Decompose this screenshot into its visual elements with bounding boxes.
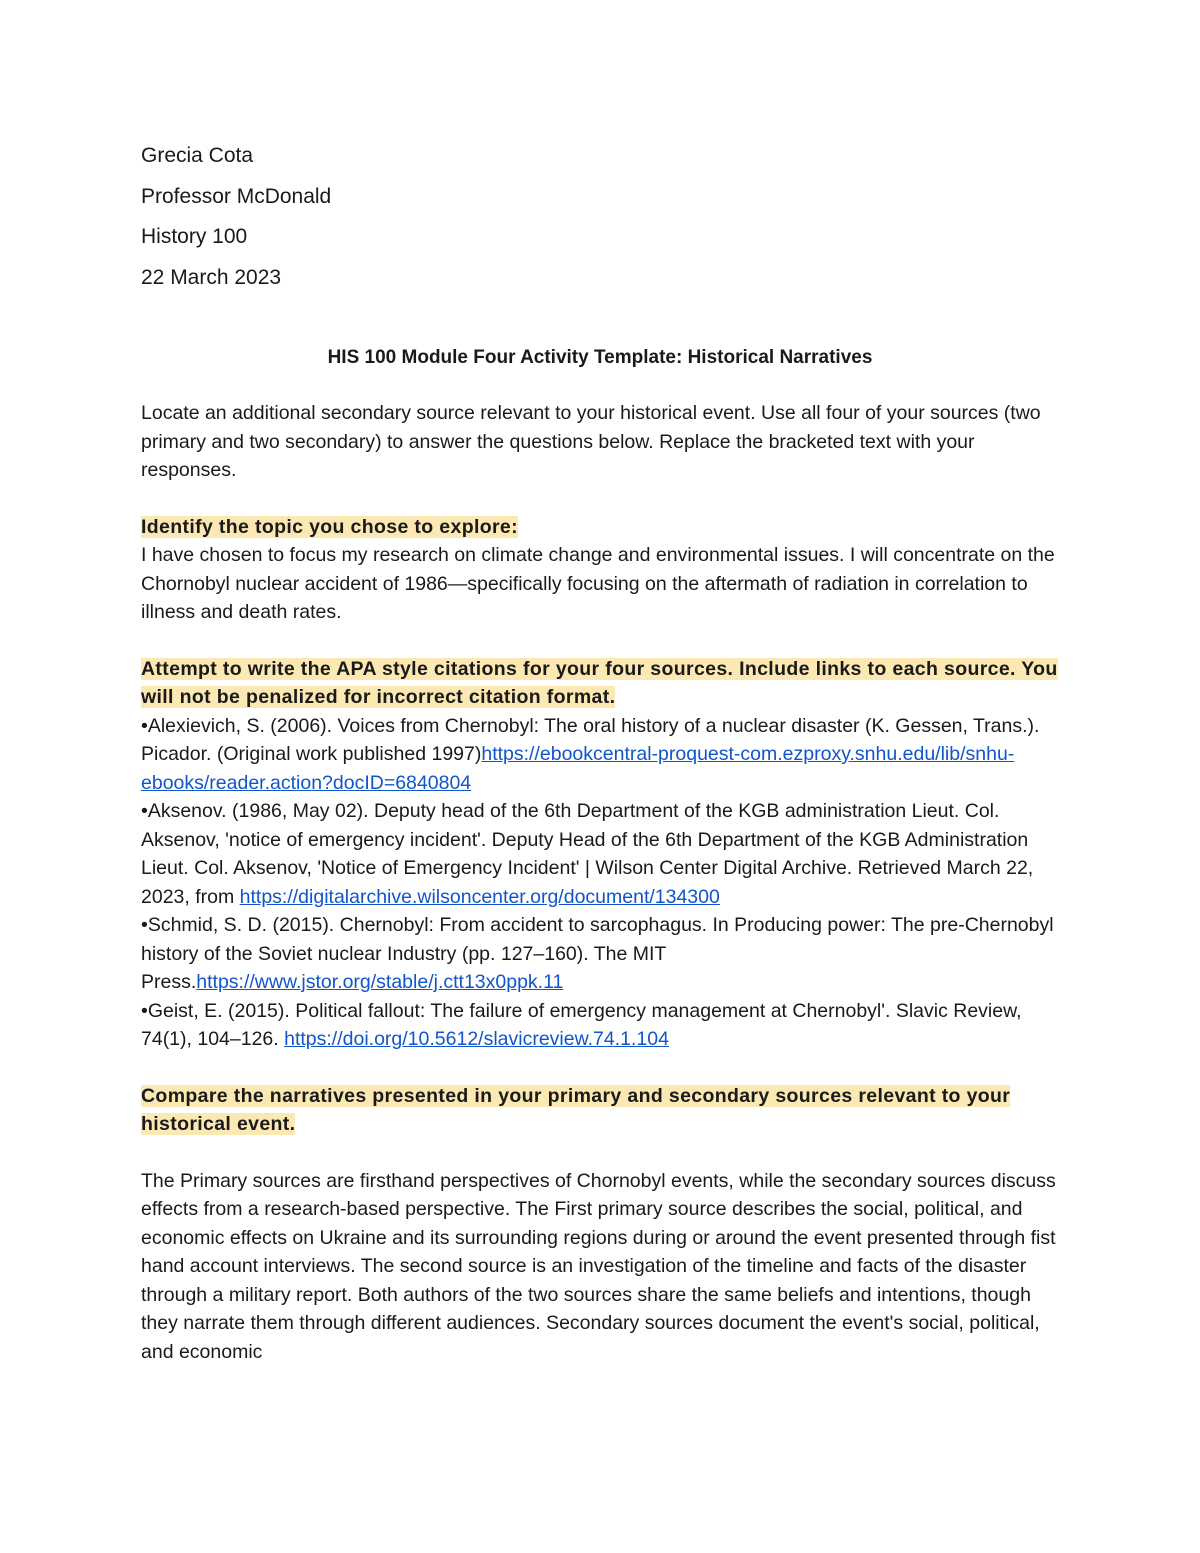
citation-link[interactable]: https://www.jstor.org/stable/j.ctt13x0ppk.11 (196, 971, 564, 993)
topic-response: I have chosen to focus my research on climate change and environmental issues. I will concentrate on the Chornobyl nuclear accident of 1986—specifically focusing on the aftermath of radiation in correlation to illness and death rates. (141, 544, 1055, 623)
citation-text: •Aksenov. (1986, May 02). Deputy head of the 6th Department of the KGB administration Lieut. Col. Aksenov, 'notice of emergency incident'. Deputy Head of the 6th Department of the KGB Administration Lieut. Col. Aksenov, 'Notice of Emergency Incident' | Wilson Center Digital Archive. Retrieved March 22, 2023, from (141, 800, 1034, 908)
citation-item (141, 997, 1066, 1054)
citation-link[interactable]: https://doi.org/10.5612/slavicreview.74.1.104 (284, 1028, 669, 1050)
professor-name: Professor McDonald (141, 184, 332, 208)
citation-item (141, 797, 1066, 911)
compare-heading: Compare the narratives presented in your primary and secondary sources relevant to your historical event. (141, 1084, 1011, 1135)
citations-heading: Attempt to write the APA style citations for your four sources. Include links to each source. You will not be penalized for incorrect citation format. (141, 657, 1058, 708)
compare-section (141, 1082, 1066, 1139)
document-body (141, 399, 1066, 1366)
citation-text: •Geist, E. (2015). Political fallout: The failure of emergency management at Chernobyl'. Slavic Review, 74(1), 104–126. (141, 999, 1022, 1050)
topic-heading: Identify the topic you chose to explore: (141, 515, 518, 538)
citation-link[interactable]: https://digitalarchive.wilsoncenter.org/document/134300 (239, 885, 720, 908)
student-name: Grecia Cota (141, 144, 254, 167)
course-name: History 100 (141, 225, 248, 248)
header-block (141, 142, 1041, 304)
document-title: HIS 100 Module Four Activity Template: Historical Narratives (327, 347, 873, 368)
document-date: 22 March 2023 (141, 265, 282, 289)
citation-item (141, 911, 1066, 997)
citations-section (141, 655, 1066, 712)
citation-text: •Alexievich, S. (2006). Voices from Chernobyl: The oral history of a nuclear disaster (K. Gessen, Trans.). Picador. (Original work published 1997) (141, 714, 1040, 765)
citation-text: •Schmid, S. D. (2015). Chernobyl: From accident to sarcophagus. In Producing power: The pre-Chernobyl history of the Soviet nuclear Industry (pp. 127–160). The MIT Press. (141, 914, 1054, 993)
compare-response: The Primary sources are firsthand perspectives of Chornobyl events, while the secondary sources discuss effects from a research-based perspective. The First primary source describes the social, political, and economic effects on Ukraine and its surrounding regions during or around the event presented through fist hand account interviews. The second source is an investigation of the timeline and facts of the disaster through a military report. Both authors of the two sources share the same beliefs and intentions, though they narrate them through different audiences. Secondary sources document the event's social, political, and economic (141, 1169, 1056, 1363)
intro-paragraph: Locate an additional secondary source relevant to your historical event. Use all four of your sources (two primary and two secondary) to answer the questions below. Replace the bracketed text with your responses. (141, 402, 1041, 481)
citation-link[interactable]: https://ebookcentral-proquest-com.ezproxy.snhu.edu/lib/snhu-ebooks/reader.action?docID=6840804 (141, 743, 1015, 794)
citation-item (141, 712, 1066, 798)
topic-section (141, 513, 1066, 542)
